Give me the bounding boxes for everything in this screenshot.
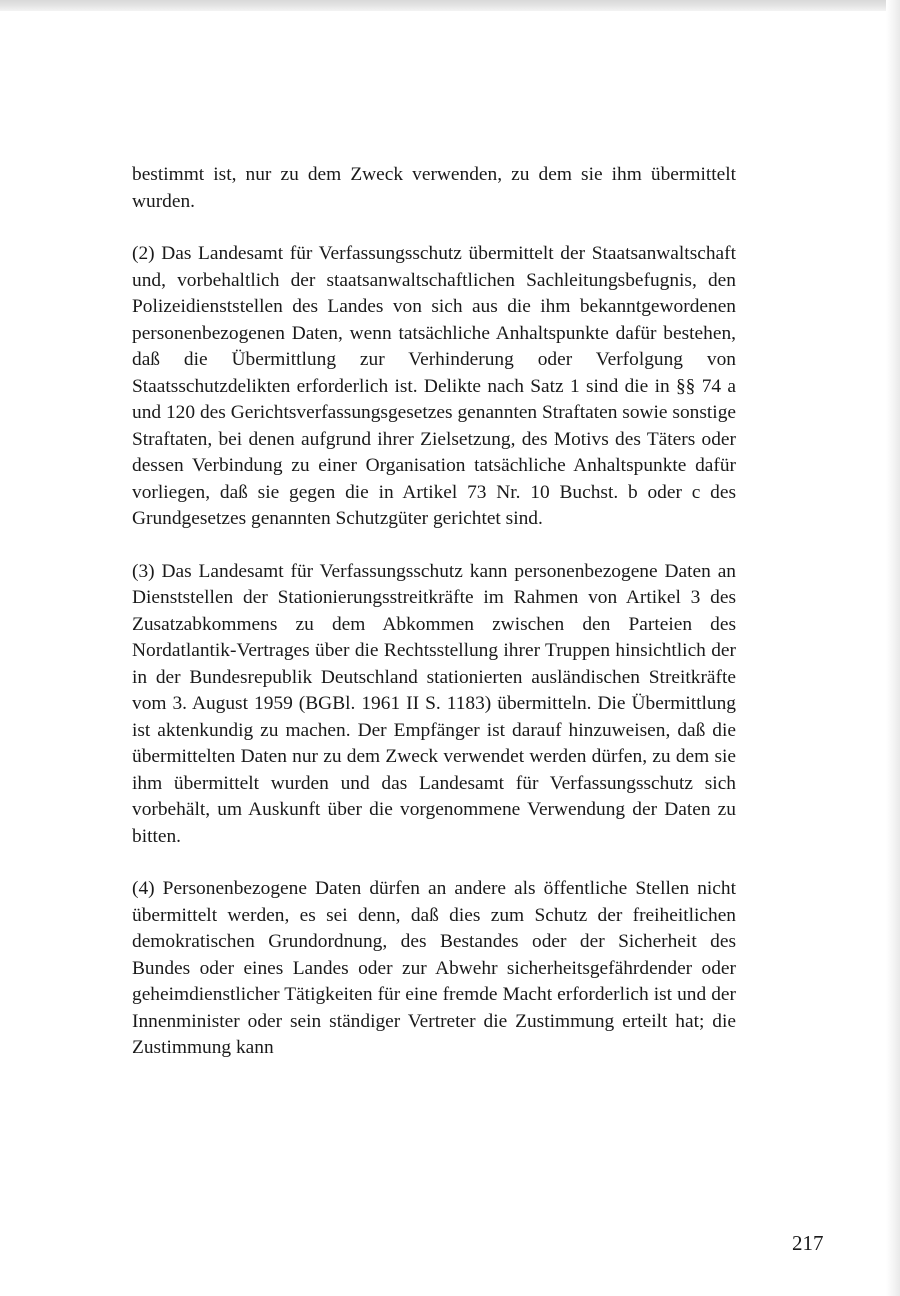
scan-top-edge [0,0,900,11]
page-number: 217 [792,1231,824,1255]
paragraph-3: (3) Das Landesamt für Verfassungsschutz kann personenbezogene Daten an Dienststellen der Stationierungsstreitkräfte im Rahmen von Artikel 3 des Zusatzabkommens zu dem Abkommen zwischen den Parteien des Nordatlantik-Vertrages über die Rechtsstellung ihrer Truppen hinsichtlich der in der Bundesrepublik Deutschland stationierten ausländischen Streitkräfte vom 3. August 1959 (BGBl. 1961 II S. 1183) übermitteln. Die Übermittlung ist aktenkundig zu machen. Der Empfänger ist darauf hinzuweisen, daß die übermittelten Daten nur zu dem Zweck verwendet werden dürfen, zu dem sie ihm übermittelt wurden und das Landesamt für Verfassungsschutz sich vorbehält, um Auskunft über die vorgenommene Verwendung der Daten zu bitten. [132,560,736,847]
page-body [132,162,736,1062]
paragraph-2: (2) Das Landesamt für Verfassungsschutz übermittelt der Staatsanwaltschaft und, vorbehaltlich der staatsanwaltschaftlichen Sachleitungsbefugnis, den Polizeidienststellen des Landes von sich aus die ihm bekanntgewordenen personenbezogenen Daten, wenn tatsächliche Anhaltspunkte dafür bestehen, daß die Übermittlung zur Verhinderung oder Verfolgung von Staatsschutzdelikten erforderlich ist. Delikte nach Satz 1 sind die in §§ 74 a und 120 des Gerichtsverfassungsgesetzes genannten Straftaten sowie sonstige Straftaten, bei denen aufgrund ihrer Zielsetzung, des Motivs des Täters oder dessen Verbindung zu einer Organisation tatsächliche Anhaltspunkte dafür vorliegen, daß sie gegen die in Artikel 73 Nr. 10 Buchst. b oder c des Grundgesetzes genannten Schutzgüter gerichtet sind. [132,243,736,529]
scan-right-edge [886,0,900,1296]
paragraph-continuation: bestimmt ist, nur zu dem Zweck verwenden, zu dem sie ihm übermittelt wurden. [132,164,736,212]
paragraph-4: (4) Personenbezogene Daten dürfen an andere als öffentliche Stellen nicht übermittelt werden, es sei denn, daß dies zum Schutz der freiheitlichen demokratischen Grundordnung, des Bestandes oder der Sicherheit des Bundes oder eines Landes oder zur Abwehr sicherheitsgefährdender oder geheimdienstlicher Tätigkeiten für eine fremde Macht erforderlich ist und der Innenminister oder sein ständiger Vertreter die Zustimmung erteilt hat; die Zustimmung kann [132,878,736,1058]
